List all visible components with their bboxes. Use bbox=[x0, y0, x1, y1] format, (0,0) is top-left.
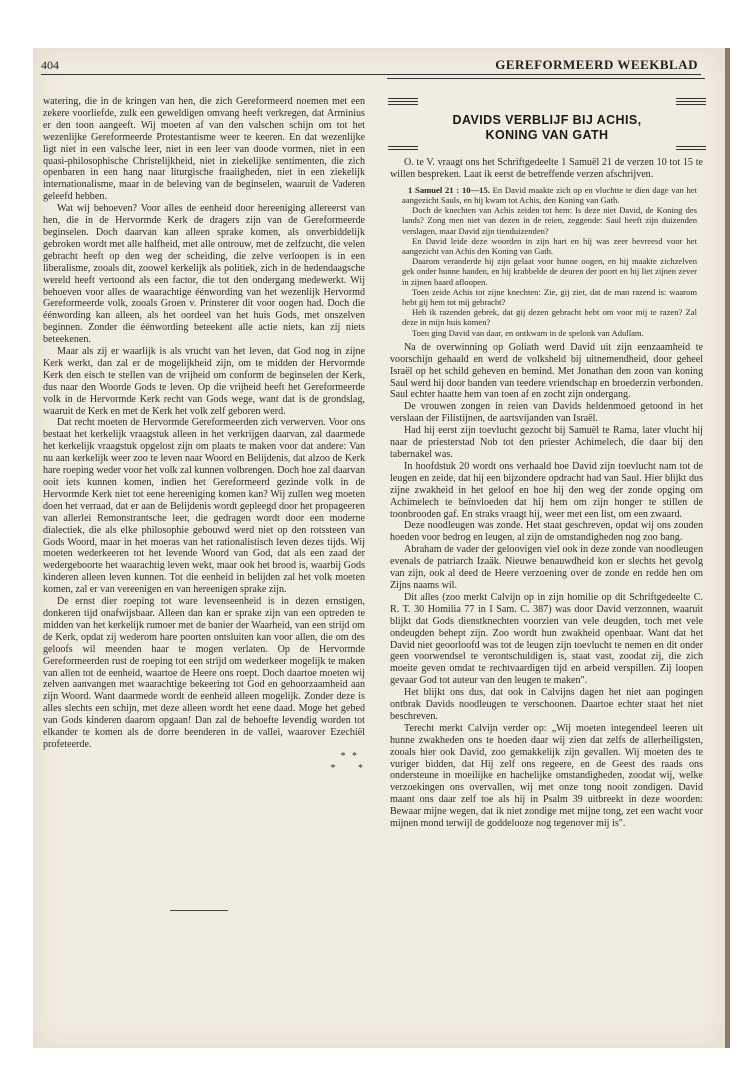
scripture-quote bbox=[402, 185, 697, 338]
quote-text: En David maakte zich op en vluchtte te dien dage van het aangezicht Sauls, en hij kwam tot Achis, den Koning van Gath. bbox=[402, 184, 697, 206]
article-paragraph: Abraham de vader der geloovigen viel ook in deze zonde van noodleugen evenals de patriarch Izaäk. Nieuwe benauwdheid kon er slechts het gevolg van zijn, ook al deed de Heere verzoening over de zonde en redde hen om Zijns naams wil. bbox=[390, 544, 703, 591]
page-number: 404 bbox=[41, 58, 59, 72]
quote-paragraph bbox=[402, 185, 697, 205]
left-paragraph: De ernst dier roeping tot ware levenseenheid is in dezen ernstigen, donkeren tijd onafwijsbaar. Alleen dan kan er sprake zijn van een optreden te midden van het kerkelijk rumoer met de banier der Waarheid, van een strijd om de Kerk, opdat zij wederom hare poorten ontsluiten kan voor allen, die om des geloofs wil meenden haar te mogen verlaten. Op de Hervormde Gereformeerden rust de roeping tot een strijd om wederkeer mogelijk te maken van allen tot de eenheid, waartoe de Heere ons roept. Doch daartoe moeten wij zelven aanvangen met waarachtige bekeering tot God en gehoorzaamheid aan zijn Woord. Want daarmede wordt de eenheid alleen mogelijk. Zonder deze is alles slechts een schijn, met deze alleen wordt het eene daad. Moge het gebed van Gods kinderen daarom opgaan! Dan zal de behoefte levendig worden tot elkander te komen als de dorre beenderen in de vallei, waarover Ezechiël profeteerde. bbox=[43, 596, 365, 750]
section-end-rule bbox=[170, 910, 228, 911]
left-paragraph: Maar als zij er waarlijk is als vrucht van het leven, dat God nog in zijne Kerk werkt, dan zal er de mogelijkheid zijn, om te midden der Hervormde Kerk den eisch te stellen van de vrijheid om conform de beginselen der Kerk, dus naar den Woorde Gods te leven. Op die vrijheid heeft het Gereformeerde volk in de Hervormde Kerk recht van Gods wege, want dat is de grondslag, waaruit de Kerk en met de Kerk het volk zelf geboren werd. bbox=[43, 346, 365, 417]
title-rule bbox=[676, 101, 706, 102]
title-rule bbox=[388, 146, 418, 147]
title-rule bbox=[676, 149, 706, 150]
article-title-box bbox=[388, 98, 706, 156]
article-title-line: DAVIDS VERBLIJF BIJ ACHIS, bbox=[452, 113, 642, 127]
article-paragraph: Deze noodleugen was zonde. Het staat geschreven, opdat wij ons zouden hoeden voor bedrog en leugen, al zijn de omstandigheden nog zoo bang. bbox=[390, 520, 703, 544]
article-title bbox=[418, 113, 676, 143]
article-paragraph: Na de overwinning op Goliath werd David uit zijn eenzaamheid te voorschijn gehaald en werd de volksheld bij uitnemendheid, door geheel Israël op het schild geheven en bemind. Met Jonathan den zoon van koning Saul werd hij door banden van teedere vriendschap en broederzin verbonden. Saul echter haatte hem van toen af en zocht zijn ondergang. bbox=[390, 341, 703, 401]
left-column bbox=[43, 96, 365, 775]
article-paragraph: Terecht merkt Calvijn verder op: „Wij moeten integendeel leeren uit hunne zwakheden ons te hoeden daar wij zien dat zelfs de allerheiligsten, zooals hier ook David, zoo gemakkelijk zijn gevallen. Wij moeten des te vuriger bidden, dat Hij zelf ons regeere, en de Geest des raads ons ondersteune in moeilijke en hachelijke omstandigheden, zoodat wij, welke verzoekingen ons overvallen, wij met onze tong nooit zondigen. David maant ons daar zelf toe als hij in Psalm 39 uitbreekt in deze woorden: Bewaar mijne wegen, dat ik niet zondige met mijne tong, zet een wacht voor mijnen mond terwijl de goddelooze nog tegenover mij is". bbox=[390, 722, 703, 830]
header-rule bbox=[41, 74, 701, 75]
quote-paragraph: Heb ik razenden gebrek, dat gij dezen gebracht hebt om voor mij te razen? Zal deze in mijn huis komen? bbox=[402, 307, 697, 328]
header-rule-thin bbox=[387, 78, 705, 79]
quote-paragraph: Daarom veranderde hij zijn gelaat voor hunne oogen, en hij maakte zichzelven gek onder hunne handen, en hij krabbelde de deuren der poort en hij liet zijnen zever in zijnen baard afloopen. bbox=[402, 256, 697, 287]
quote-paragraph: Toen ging David van daar, en ontkwam in de spelonk van Adullam. bbox=[412, 327, 644, 338]
article-paragraph: De vrouwen zongen in reien van Davids heldenmoed getoond in het verslaan der Filistijnen, de aartsvijanden van Israël. bbox=[390, 401, 703, 425]
article-paragraph: Het blijkt ons dus, dat ook in Calvijns dagen het niet aan pogingen ontbrak Davids noodleugen te verschoonen. Daartoe echter staat het niet beschreven. bbox=[390, 687, 703, 722]
signature-stars: * * bbox=[340, 750, 359, 762]
article-paragraph: In hoofdstuk 20 wordt ons verhaald hoe David zijn toevlucht nam tot de leugen en zeide, dat hij een bijzondere opdracht had van Saul. Hier blijkt dus zijne zwakheid in het geloof en hoe hij den weg der zonde opging om Achimelech te beïnvloeden dat hij hem om zijn honger te stillen de toonbrooden gaf. En straks vraagt hij, weer met een list, om een zwaard. bbox=[390, 460, 703, 520]
quote-paragraph: Toen zeide Achis tot zijne knechten: Zie, gij ziet, dat de man razend is: waarom hebt gij hem tot mij gebracht? bbox=[402, 286, 697, 308]
quote-reference: 1 Samuel 21 : 10—15. bbox=[408, 184, 490, 195]
title-rule bbox=[676, 146, 706, 147]
article-paragraph: Dit alles (zoo merkt Calvijn op in zijn homilie op dit Schriftgedeelte C. R. T. 30 Homilia 77 in I Sam. C. 387) was door David verzonnen, waaruit blijkt dat Gods dienstknechten voorzien van vele deugden, toch met vele ondeugden behept zijn. Zoo wordt hun zwakheid openbaar. Want dat het David niet geoorloofd was tot de leugen zijn toevlucht te nemen en dit onder geen voorwendsel te verontschuldigen is, staat vast, zoodat zij, die zich moeite geven omdat te rechtvaardigen tijd en arbeid verspillen. Zij loopen gevaar God tot auteur van den leugen te maken". bbox=[390, 591, 703, 687]
left-paragraph: watering, die in de kringen van hen, die zich Gereformeerd noemen met een zekere voorliefde, zulk een geweldigen omvang heeft verkregen, dat Arminius er den toon aangeeft. Wij moeten af van den valschen schijn om tot het wezenlijke Gereformeerde Protestantisme weer te keeren. En dat wezenlijke ligt niet in een valsche leer, niet in een leer van doode vormen, niet in een quasi-philosophische Christelijkheid, niet in ziekelijke sentimenten, die zich openbaren in een hang naar liturgische fraaiigheden, niet in een ziekelijk internationalisme, maar in de beleving van de beginselen, waaruit de Vaderen geleefd hebben. bbox=[43, 96, 365, 203]
article-intro: O. te V. vraagt ons het Schriftgedeelte 1 Samuël 21 de verzen 10 tot 15 te willen bespreken. Laat ik eerst de betreffende verzen afschrijven. bbox=[390, 157, 703, 180]
title-rule bbox=[388, 98, 418, 99]
title-rule bbox=[676, 104, 706, 105]
right-column bbox=[390, 157, 703, 830]
article-paragraph: Had hij eerst zijn toevlucht gezocht bij Samuël te Rama, later vlucht hij naar de priesterstad Nob tot den priester Achimelech, die daar bij den tabernakel was. bbox=[390, 425, 703, 461]
quote-paragraph: Doch de knechten van Achis zeiden tot hem: Is deze niet David, de Koning des lands? Zong men niet van dezen in de reien, zeggende: Saul heeft zijn duizenden verslagen, maar David zijn tienduizenden? bbox=[402, 205, 697, 236]
left-paragraph: Dat recht moeten de Hervormde Gereformeerden zich verwerven. Voor ons bestaat het kerkelijk vraagstuk alleen in het verkrijgen daarvan, zal daarmede het kerkelijk vraagstuk opgelost zijn om plaats te maken voor dat andere: Van nu aan kerkelijk weer zoo te leven naar Woord en Belijdenis, dat alzoo de Kerk hare roeping weder voor het volk zal kunnen volbrengen. Doch hoe zal daarvan ooit iets kunnen komen, indien het Gereformeerd gezinde volk in de Hervormde Kerk niet tot eene hereeniging komen kan? Wij zullen weg moeten doen het verraad, dat er aan de Belijdenis wordt gepleegd door het propageeren van allerlei Remonstrantsche leer, die gedragen wordt door een moderne dialectiek, die als elke philosophie gebouwd werd niet op den rotssteen van Gods Woord, maar in het moeras van het rationalistisch leven dezes tijds. Wij moeten wederkeeren tot het levende Woord van God, dat als een zaad der wedergeboorte het waarachtig leven wekt, maar ook het brood is, waarbij Gods kinderen alleen leven kunnen. Tot die eenheid in belijden zal het volk moeten komen, zal er van vereenigen en van hereenigen sprake zijn. bbox=[43, 417, 365, 596]
title-rule bbox=[388, 149, 418, 150]
journal-title: GEREFORMEERD WEEKBLAD bbox=[495, 57, 698, 72]
article-title-line: KONING VAN GATH bbox=[485, 128, 609, 142]
quote-paragraph: En David leide deze woorden in zijn hart en hij was zeer bevreesd voor het aangezicht van Achis den Koning van Gath. bbox=[402, 235, 697, 257]
title-rule bbox=[388, 104, 418, 105]
title-rule bbox=[388, 101, 418, 102]
title-rule bbox=[676, 98, 706, 99]
page-edge bbox=[725, 48, 730, 1048]
left-paragraph: Wat wij behoeven? Voor alles de eenheid door hereeniging allereerst van hen, die in de Hervormde Kerk de dragers zijn van de Gereformeerde beginselen. Doch daarvan kan alleen sprake komen, als onverbiddelijk gebroken wordt met alle halfheid, met alle ontrouw, met de zelfzucht, die velen gebracht heeft op den weg der scheiding, die zelve verloopen is in een liberalisme, zooals dit, zoowel kerkelijk als politiek, zich in de hedendaagsche wereld heeft vertoond als een factor, die tot den ondergang medewerkt. Wij behoeven voor alles de waarachtige éénwording van het wezenlijk Hervormd Gereformeerde volk, zooals Groen v. Prinsterer dit voor oogen had. Doch die éénwording kan alleen, als het oordeel van het huis Gods, met onszelven beginnen. Zonder die éénwording beteekent alle actie niets, kan zij niets beteekenen. bbox=[43, 203, 365, 346]
signature-stars: * * bbox=[330, 762, 363, 774]
